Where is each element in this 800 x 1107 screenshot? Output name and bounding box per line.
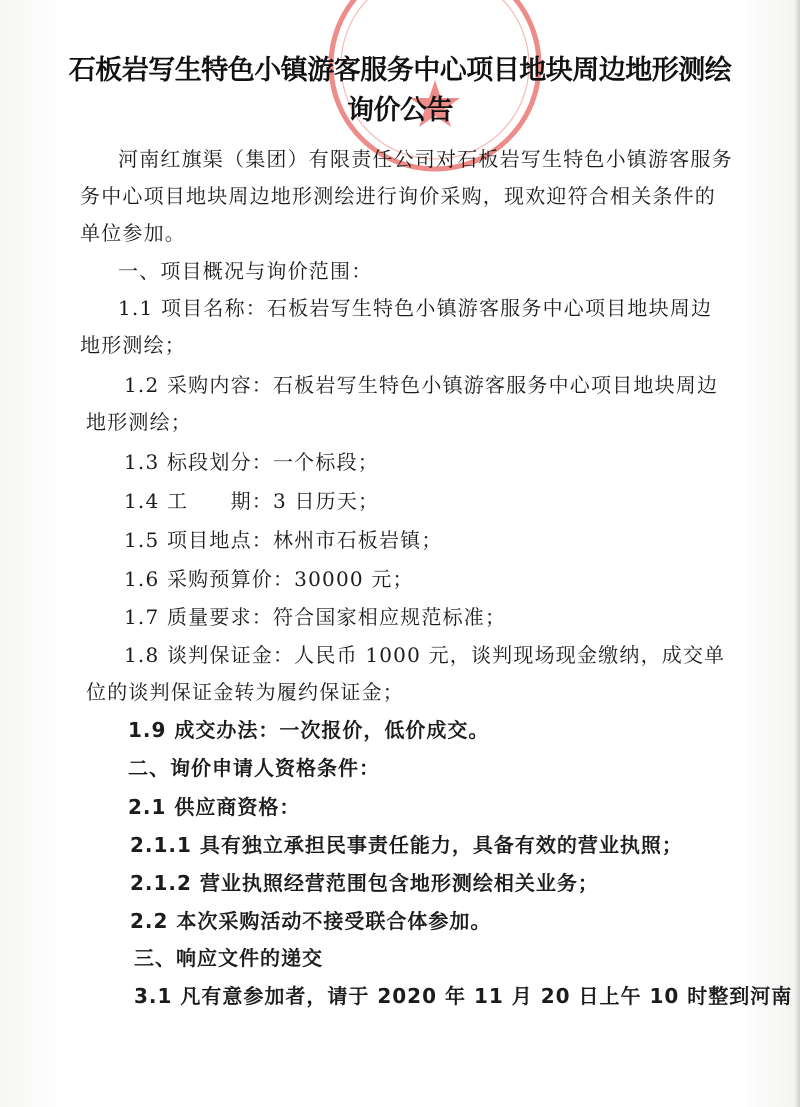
item-2-1-2: 2.1.2 营业执照经营范围包含地形测绘相关业务；	[130, 871, 599, 895]
intro-paragraph-line-3: 单位参加。	[80, 221, 186, 245]
item-3-1: 3.1 凡有意参加者，请于 2020 年 11 月 20 日上午 10 时整到河南	[134, 984, 793, 1008]
intro-paragraph-line-2: 务中心项目地块周边地形测绘进行询价采购，现欢迎符合相关条件的	[80, 184, 716, 208]
item-1-2-line-2: 地形测绘；	[86, 410, 192, 434]
item-1-7: 1.7 质量要求：符合国家相应规范标准；	[124, 605, 507, 629]
item-2-1-1: 2.1.1 具有独立承担民事责任能力，具备有效的营业执照；	[130, 833, 683, 857]
item-1-3: 1.3 标段划分：一个标段；	[124, 450, 379, 474]
item-1-1-line-2: 地形测绘；	[80, 333, 186, 357]
section-heading-3: 三、响应文件的递交	[134, 946, 323, 970]
item-2-1: 2.1 供应商资格：	[128, 795, 301, 819]
item-1-8-line-2: 位的谈判保证金转为履约保证金；	[86, 680, 404, 704]
intro-paragraph-line-1: 河南红旗渠（集团）有限责任公司对石板岩写生特色小镇游客服务	[118, 147, 733, 171]
section-heading-2: 二、询价申请人资格条件：	[128, 756, 380, 780]
item-1-6: 1.6 采购预算价：30000 元；	[124, 567, 414, 591]
item-1-4: 1.4 工 期：3 日历天；	[124, 489, 380, 513]
item-1-1-line-1: 1.1 项目名称：石板岩写生特色小镇游客服务中心项目地块周边	[118, 296, 713, 320]
item-1-2-line-1: 1.2 采购内容：石板岩写生特色小镇游客服务中心项目地块周边	[124, 373, 719, 397]
section-heading-1: 一、项目概况与询价范围：	[118, 259, 373, 283]
document-title: 石板岩写生特色小镇游客服务中心项目地块周边地形测绘	[68, 55, 732, 86]
page-edge-shadow	[794, 0, 800, 1107]
item-1-9: 1.9 成交办法：一次报价，低价成交。	[128, 718, 490, 742]
item-1-5: 1.5 项目地点：林州市石板岩镇；	[124, 528, 443, 552]
item-1-8-line-1: 1.8 谈判保证金：人民币 1000 元，谈判现场现金缴纳，成交单	[124, 643, 726, 667]
document-subtitle: 询价公告	[347, 95, 453, 126]
item-2-2: 2.2 本次采购活动不接受联合体参加。	[130, 909, 492, 933]
